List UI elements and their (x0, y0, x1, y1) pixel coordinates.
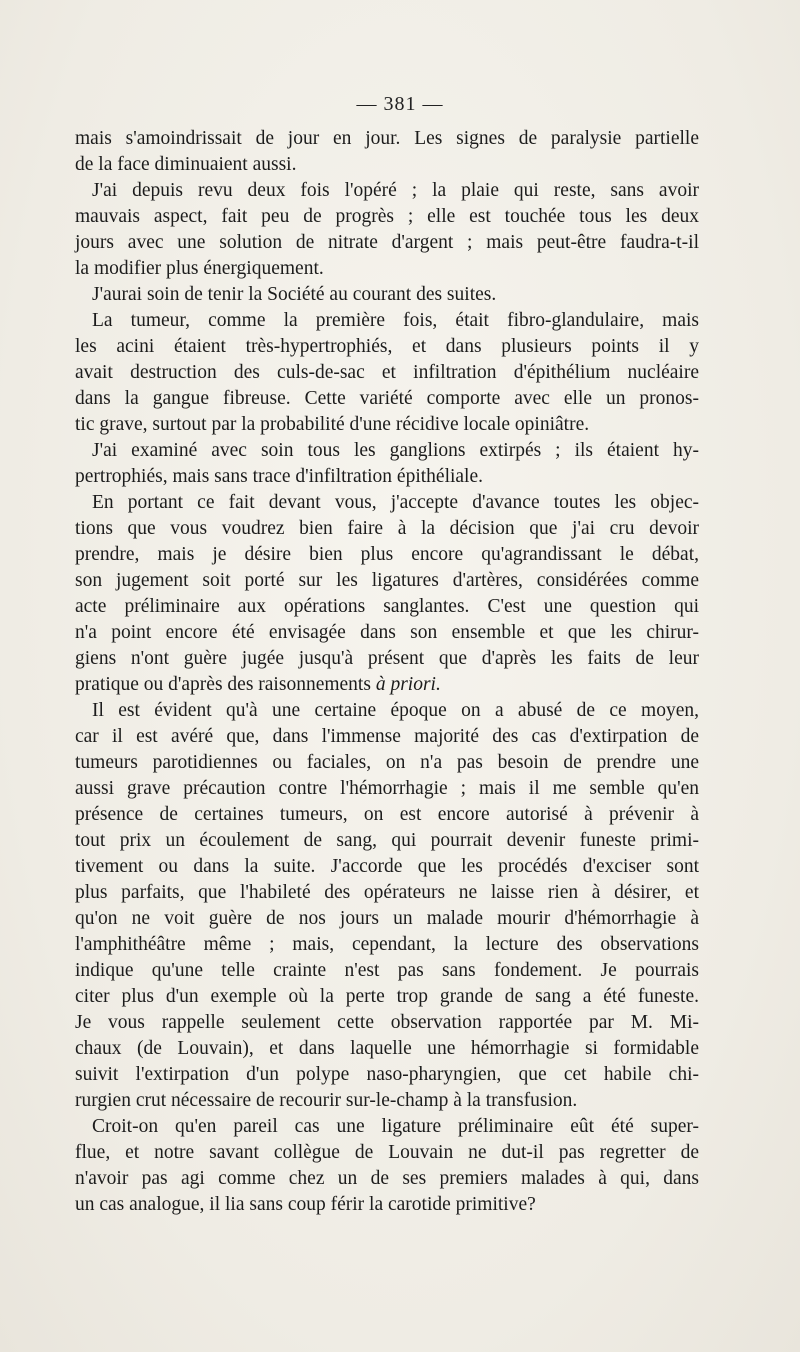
text-line (75, 464, 699, 490)
text-line (75, 802, 699, 828)
text-line (75, 126, 699, 152)
text-line-content: aussi grave précaution contre l'hémorrhagie ; mais il me semble qu'en (75, 778, 699, 799)
text-line-content: suivit l'extirpation d'un polype naso-pharyngien, que cet habile chi- (75, 1064, 699, 1085)
body-text (75, 126, 699, 1218)
text-line (75, 750, 699, 776)
text-line-content: tout prix un écoulement de sang, qui pourrait devenir funeste primi- (75, 830, 699, 851)
text-line-content: qu'on ne voit guère de nos jours un malade mourir d'hémorrhagie à (75, 908, 699, 929)
italic-phrase: à priori. (375, 674, 441, 695)
text-line-content: Il est évident qu'à une certaine époque on a abusé de ce moyen, (92, 700, 699, 721)
text-line-content: chaux (de Louvain), et dans laquelle une hémorrhagie si formidable (75, 1038, 699, 1059)
text-line (75, 152, 699, 178)
text-line-content: plus parfaits, que l'habileté des opérateurs ne laisse rien à désirer, et (75, 882, 699, 903)
text-line-content: Je vous rappelle seulement cette observation rapportée par M. Mi- (75, 1012, 699, 1033)
text-line-content: jours avec une solution de nitrate d'argent ; mais peut-être faudra-t-il (75, 232, 699, 253)
text-line-content: flue, et notre savant collègue de Louvain ne dut-il pas regretter de (75, 1142, 699, 1163)
text-line (75, 1166, 699, 1192)
text-line (75, 776, 699, 802)
text-line (75, 490, 699, 516)
text-line (75, 724, 699, 750)
text-line (75, 568, 699, 594)
text-line-content: J'ai examiné avec soin tous les ganglions extirpés ; ils étaient hy- (92, 440, 699, 461)
text-line-content: de la face diminuaient aussi. (75, 154, 297, 175)
text-line-content: car il est avéré que, dans l'immense majorité des cas d'extirpation de (75, 726, 699, 747)
text-line (75, 906, 699, 932)
text-line (75, 1088, 699, 1114)
text-line (75, 386, 699, 412)
text-line-content: présence de certaines tumeurs, on est encore autorisé à prévenir à (75, 804, 699, 825)
text-line (75, 828, 699, 854)
text-line (75, 516, 699, 542)
text-line-content: En portant ce fait devant vous, j'accepte d'avance toutes les objec- (92, 492, 699, 513)
text-line-content: Croit-on qu'en pareil cas une ligature préliminaire eût été super- (92, 1116, 699, 1137)
text-line-content: tic grave, surtout par la probabilité d'une récidive locale opiniâtre. (75, 414, 590, 435)
text-line (75, 672, 699, 698)
text-line-content: son jugement soit porté sur les ligatures d'artères, considérées comme (75, 570, 699, 591)
text-line (75, 230, 699, 256)
text-line-content: acte préliminaire aux opérations sanglantes. C'est une question qui (75, 596, 699, 617)
text-line (75, 412, 699, 438)
text-line-content: avait destruction des culs-de-sac et infiltration d'épithélium nucléaire (75, 362, 699, 383)
text-line (75, 1140, 699, 1166)
text-line-content: mauvais aspect, fait peu de progrès ; elle est touchée tous les deux (75, 206, 699, 227)
text-line (75, 854, 699, 880)
text-line (75, 438, 699, 464)
text-line-content: un cas analogue, il lia sans coup férir la carotide primitive? (75, 1194, 536, 1215)
text-line (75, 620, 699, 646)
text-line (75, 1114, 699, 1140)
page-number: — 381 — (356, 93, 444, 115)
text-line-content: rurgien crut nécessaire de recourir sur-le-champ à la transfusion. (75, 1090, 578, 1111)
text-line (75, 1036, 699, 1062)
text-line-content: J'ai depuis revu deux fois l'opéré ; la plaie qui reste, sans avoir (92, 180, 699, 201)
text-line (75, 542, 699, 568)
text-line-content: prendre, mais je désire bien plus encore qu'agrandissant le débat, (75, 544, 699, 565)
text-line (75, 282, 699, 308)
text-line-content: les acini étaient très-hypertrophiés, et dans plusieurs points il y (75, 336, 699, 357)
text-line (75, 308, 699, 334)
text-line (75, 256, 699, 282)
text-line (75, 880, 699, 906)
text-line-content: giens n'ont guère jugée jusqu'à présent que d'après les faits de leur (75, 648, 699, 669)
text-line-content: tumeurs parotidiennes ou faciales, on n'a pas besoin de prendre une (75, 752, 699, 773)
text-line (75, 1062, 699, 1088)
text-line-content: pertrophiés, mais sans trace d'infiltration épithéliale. (75, 466, 484, 487)
text-line (75, 932, 699, 958)
text-line-content: tivement ou dans la suite. J'accorde que les procédés d'exciser sont (75, 856, 699, 877)
text-line (75, 698, 699, 724)
text-line-content: mais s'amoindrissait de jour en jour. Les signes de paralysie partielle (75, 128, 699, 149)
text-line (75, 1192, 699, 1218)
text-line-content: n'avoir pas agi comme chez un de ses premiers malades à qui, dans (75, 1168, 699, 1189)
text-line (75, 334, 699, 360)
text-line (75, 984, 699, 1010)
text-line-content: citer plus d'un exemple où la perte trop grande de sang a été funeste. (75, 986, 699, 1007)
text-line-content: l'amphithéâtre même ; mais, cependant, la lecture des observations (75, 934, 699, 955)
text-line-content: pratique ou d'après des raisonnements (75, 674, 371, 695)
text-line (75, 360, 699, 386)
text-line-content: La tumeur, comme la première fois, était fibro-glandulaire, mais (92, 310, 699, 331)
text-line-content: dans la gangue fibreuse. Cette variété comporte avec elle un pronos- (75, 388, 699, 409)
text-line-content: tions que vous voudrez bien faire à la décision que j'ai cru devoir (75, 518, 699, 539)
text-line (75, 204, 699, 230)
text-line-content: J'aurai soin de tenir la Société au courant des suites. (92, 284, 497, 305)
text-line (75, 1010, 699, 1036)
text-line (75, 594, 699, 620)
text-line (75, 178, 699, 204)
text-line-content: indique qu'une telle crainte n'est pas sans fondement. Je pourrais (75, 960, 699, 981)
text-line (75, 646, 699, 672)
text-line (75, 958, 699, 984)
text-line-content: n'a point encore été envisagée dans son ensemble et que les chirur- (75, 622, 699, 643)
text-line-content: la modifier plus énergiquement. (75, 258, 324, 279)
